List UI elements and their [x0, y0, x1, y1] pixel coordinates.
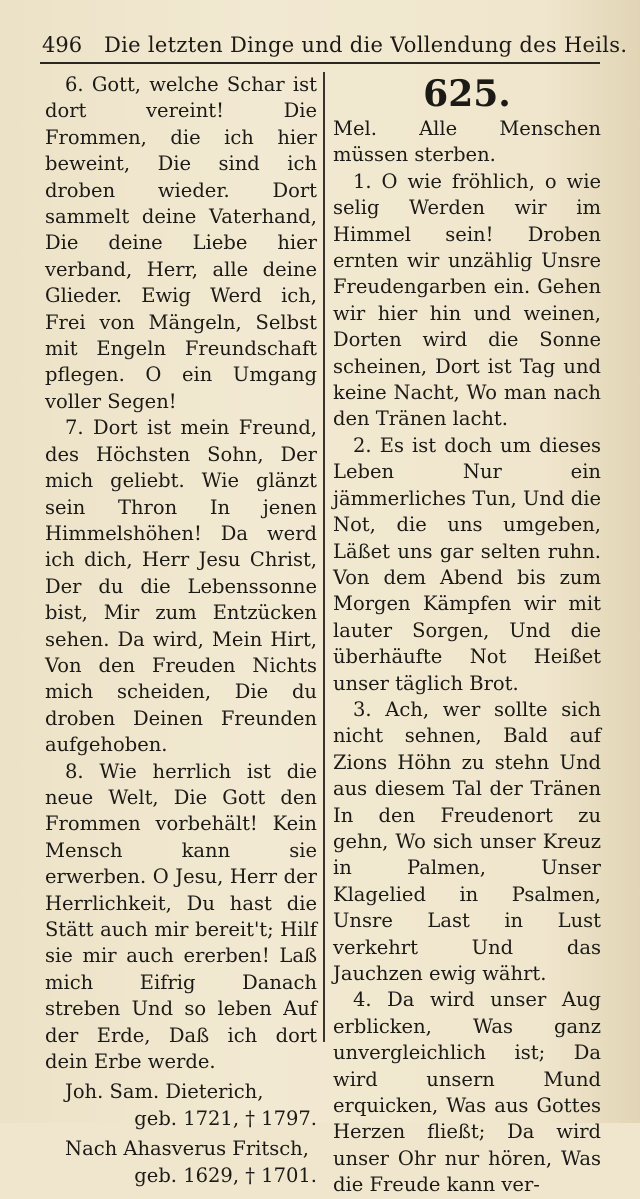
- source-dates: geb. 1629, † 1701.: [134, 1163, 317, 1187]
- page-number: 496: [42, 33, 83, 57]
- running-title: Die letzten Dinge und die Vollendung des Heils.: [104, 33, 628, 57]
- stanza-4: 4. Da wird unser Aug erblicken, Was ganz unvergleichlich ist; Da wird unsern Mund erquicken, Was aus Gottes Herzen fließt; Da wird unser Ohr nur hören, Was die Freude kann ver-: [333, 988, 601, 1197]
- stanza-1: 1. O wie fröhlich, o wie selig Werden wir im Himmel sein! Droben ernten wir unzählig Unsre Freudengarben ein. Gehen wir hier hin und weinen, Dorten wird die Sonne scheinen, Dort ist Tag und keine Nacht, Wo man nach den Tränen lacht.: [333, 169, 601, 431]
- stanza-3: 3. Ach, wer sollte sich nicht sehnen, Bald auf Zions Höhn zu stehn Und aus diesem Tal der Tränen In den Freudenort zu gehn, Wo sich unser Kreuz in Palmen, Unser Klagelied in Psalmen, Unsre Last in Lust verkehrt Und das Jauchzen ewig währt.: [333, 697, 601, 985]
- left-column: [45, 72, 317, 1189]
- source-signature: Nach Ahasverus Fritsch,: [65, 1137, 309, 1161]
- stanza-8: 8. Wie herrlich ist die neue Welt, Die Gott den Frommen vorbehält! Kein Mensch kann sie erwerben. O Jesu, Herr der Herrlichkeit, Du hast die Stätt auch mir bereit't; Hilf sie mir auch ererben! Laß mich Eifrig Danach streben Und so leben Auf der Erde, Daß ich dort dein Erbe werde.: [45, 759, 317, 1074]
- hymn-number: 625.: [423, 73, 511, 115]
- melody-line: Mel. Alle Menschen müssen sterben.: [333, 117, 601, 167]
- stanza-7: 7. Dort ist mein Freund, des Höchsten Sohn, Der mich geliebt. Wie glänzt sein Thron In jenen Himmelshöhen! Da werd ich dich, Herr Jesu Christ, Der du die Lebenssonne bist, Mir zum Entzücken sehen. Da wird, Mein Hirt, Von den Freuden Nichts mich scheiden, Die du droben Deinen Freunden aufgehoben.: [45, 416, 317, 757]
- author-signature: Joh. Sam. Dieterich,: [65, 1080, 264, 1104]
- column-divider: [323, 72, 325, 1042]
- page-header: [42, 30, 628, 60]
- stanza-6: 6. Gott, welche Schar ist dort vereint! Die Frommen, die ich hier beweint, Die sind ich droben wieder. Dort sammelt deine Vaterhand, Die deine Liebe hier verband, Herr, alle deine Glieder. Ewig Werd ich, Frei von Mängeln, Selbst mit Engeln Freundschaft pflegen. O ein Umgang voller Segen!: [45, 73, 317, 413]
- header-rule: [40, 62, 600, 64]
- author-dates: geb. 1721, † 1797.: [134, 1106, 317, 1130]
- right-column: [333, 72, 601, 1199]
- stanza-2: 2. Es ist doch um dieses Leben Nur ein jämmerliches Tun, Und die Not, die uns umgeben, Läßet uns gar selten ruhn. Von dem Abend bis zum Morgen Kämpfen wir mit lauter Sorgen, Und die überhäufte Not Heißet unser täglich Brot.: [333, 433, 601, 695]
